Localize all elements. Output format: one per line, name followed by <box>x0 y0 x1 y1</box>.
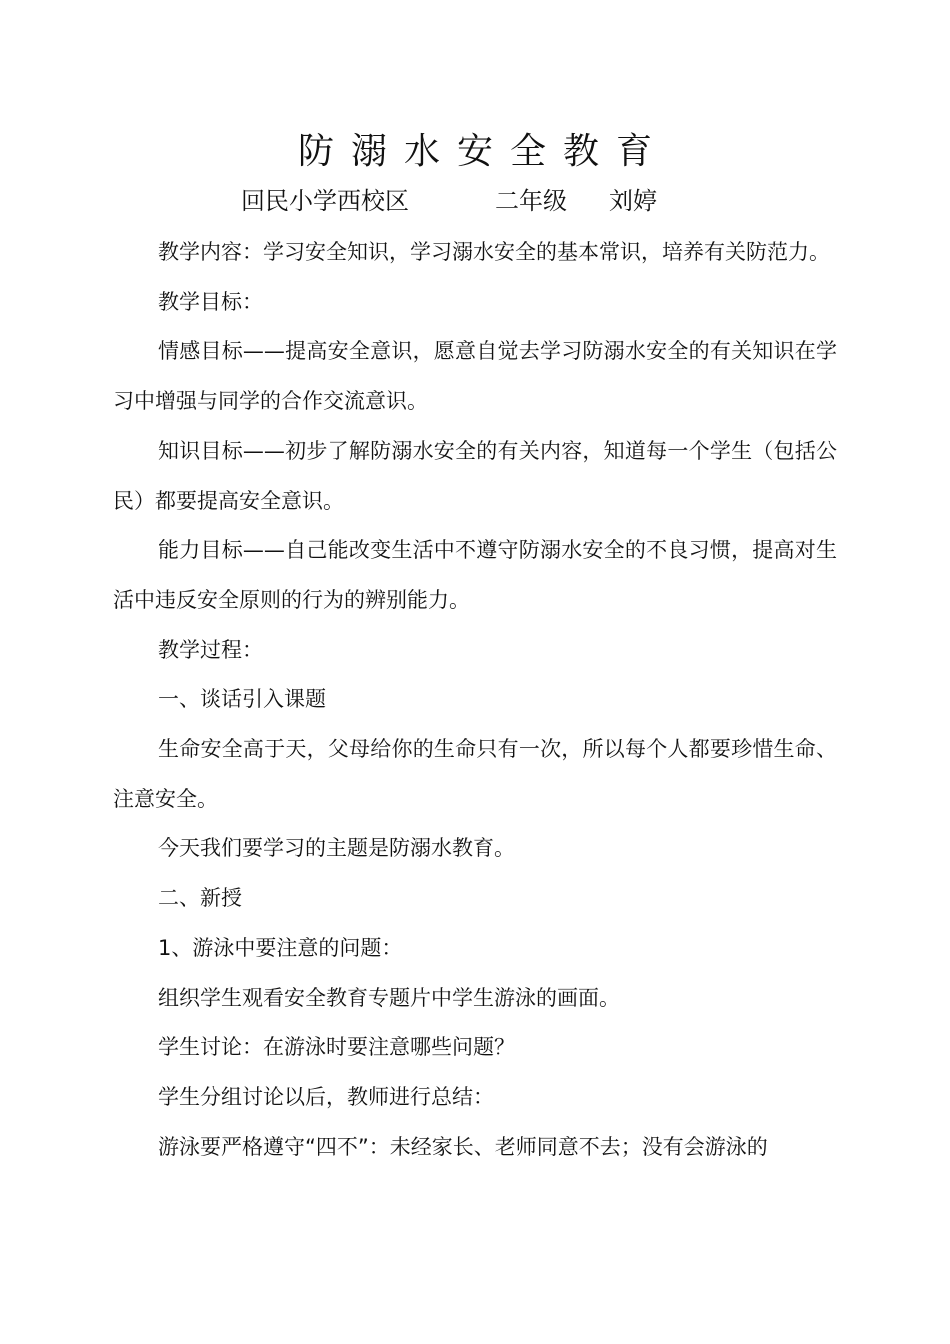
paragraph-watch-video: 组织学生观看安全教育专题片中学生游泳的画面。 <box>158 985 620 1010</box>
paragraph-knowledge-goal: 知识目标——初步了解防溺水安全的有关内容，知道每一个学生（包括公民）都要提高安全意识。 <box>113 438 837 513</box>
paragraph-today-theme: 今天我们要学习的主题是防溺水教育。 <box>158 836 515 861</box>
section-heading-intro: 一、谈话引入课题 <box>158 687 326 712</box>
author-grade: 二年级 <box>495 187 567 215</box>
paragraph-student-discussion: 学生讨论：在游泳时要注意哪些问题？ <box>158 1035 515 1060</box>
subheading-swimming-issues: 1、游泳中要注意的问题： <box>158 935 403 960</box>
author-line <box>0 181 950 221</box>
author-name: 刘婷 <box>609 187 657 215</box>
section-heading-new-lesson: 二、新授 <box>158 886 242 911</box>
document-body <box>113 228 837 1172</box>
author-school: 回民小学西校区 <box>241 187 409 215</box>
paragraph-emotional-goal: 情感目标——提高安全意识，愿意自觉去学习防溺水安全的有关知识在学习中增强与同学的合作交流意识。 <box>113 339 837 414</box>
paragraph-ability-goal: 能力目标——自己能改变生活中不遵守防溺水安全的不良习惯，提高对生活中违反安全原则的行为的辨别能力。 <box>113 538 837 612</box>
paragraph-teaching-process-heading: 教学过程： <box>158 637 263 662</box>
paragraph-teaching-content: 教学内容：学习安全知识，学习溺水安全的基本常识，培养有关防范力。 <box>158 240 830 264</box>
document-title: 防溺水安全教育 <box>297 131 669 172</box>
paragraph-teaching-goals-heading: 教学目标： <box>158 289 263 314</box>
paragraph-teacher-summary: 学生分组讨论以后，教师进行总结： <box>158 1084 494 1109</box>
paragraph-four-nots: 游泳要严格遵守“四不”：未经家长、老师同意不去；没有会游泳的 <box>158 1134 768 1159</box>
paragraph-life-safety: 生命安全高于天，父母给你的生命只有一次，所以每个人都要珍惜生命、注意安全。 <box>113 737 837 811</box>
